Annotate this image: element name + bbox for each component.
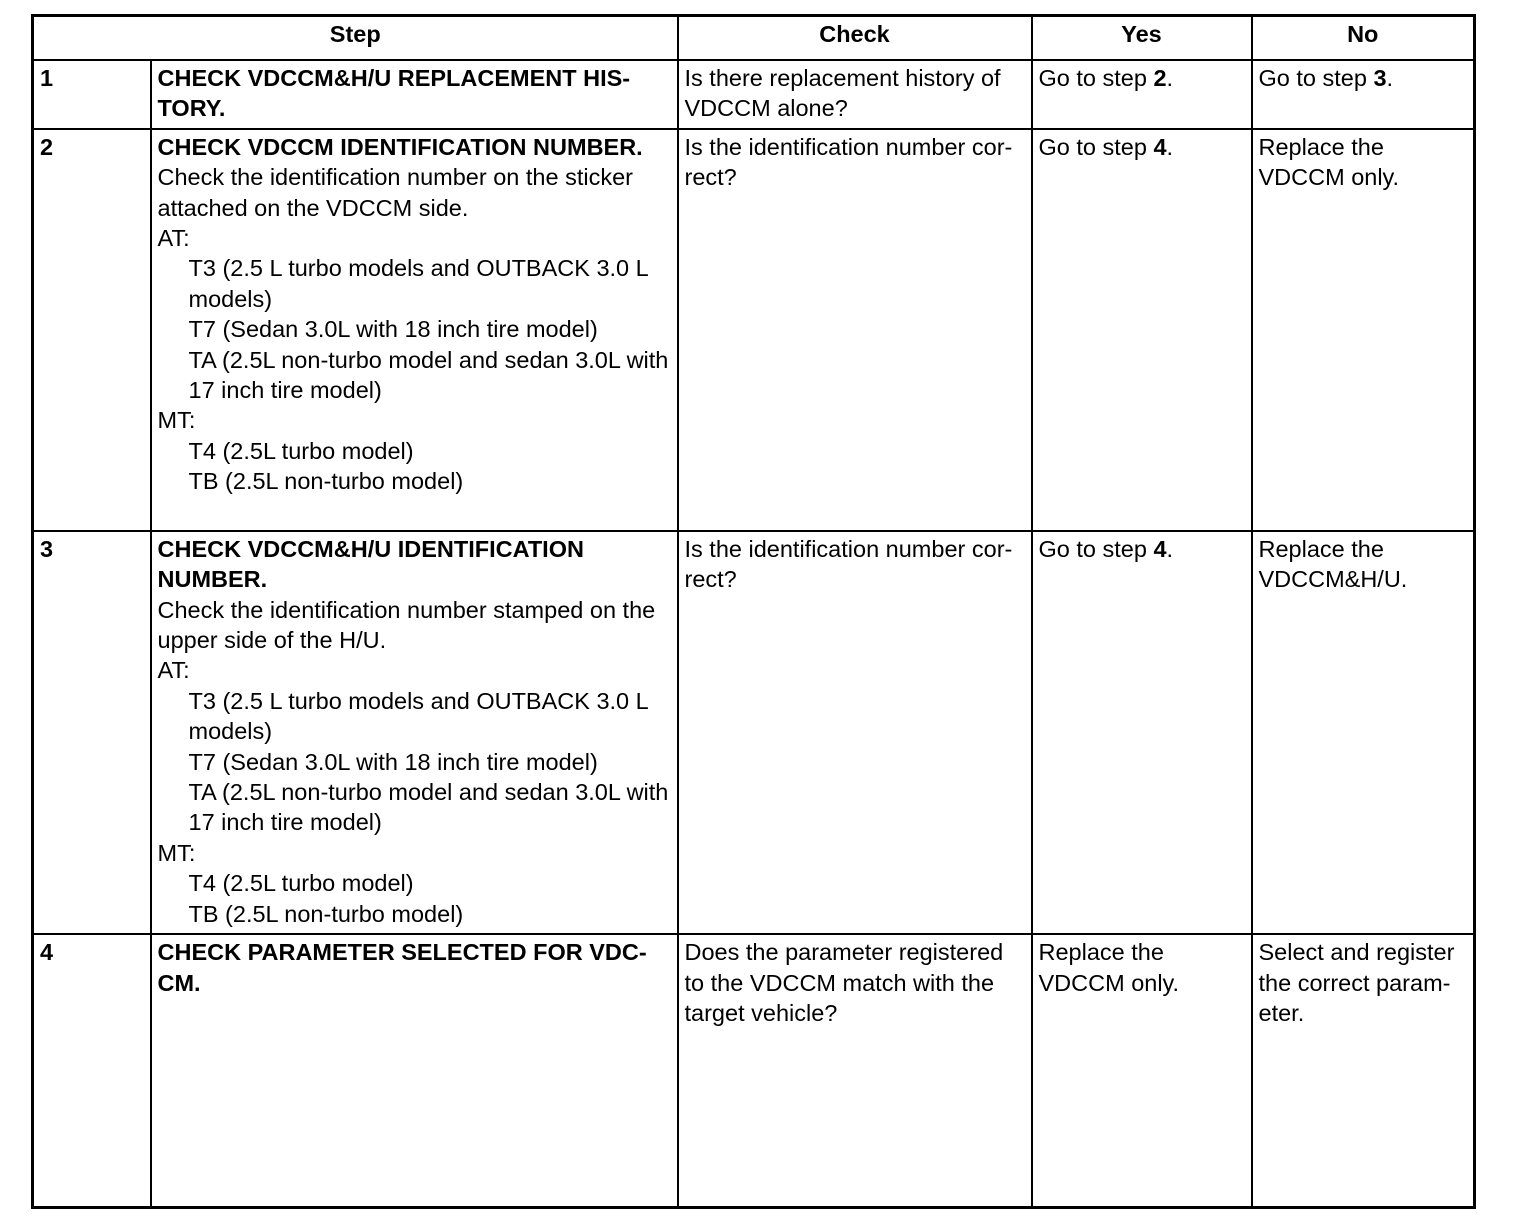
header-yes: Yes — [1032, 16, 1252, 61]
step-title: CHECK PARAMETER SELECTED FOR VDC-CM. — [157, 939, 647, 996]
step-title: CHECK VDCCM&H/U IDENTIFICATION NUMBER. — [157, 535, 584, 593]
no-cell: Select and register the correct param-eter. — [1252, 934, 1475, 1207]
yes-text: Go to step — [1038, 65, 1154, 91]
table-row — [33, 60, 1475, 129]
step-description: Check the identification number on the sticker attached on the VDCCM side. — [157, 164, 633, 221]
yes-text: Go to step — [1038, 535, 1154, 562]
step-number: 3 — [33, 531, 151, 934]
step-number: 4 — [33, 934, 151, 1207]
step-cell — [151, 531, 678, 934]
diagnostic-table — [31, 14, 1476, 1209]
at-item: TA (2.5L non-turbo model and sedan 3.0L with 17 inch tire model) — [188, 346, 669, 404]
step-number: 2 — [33, 129, 151, 531]
yes-suffix: . — [1166, 535, 1174, 562]
yes-cell — [1032, 60, 1252, 129]
at-label: AT: — [157, 225, 190, 252]
step-description: Check the identification number stamped on the upper side of the H/U. — [157, 596, 656, 654]
at-item: T3 (2.5 L turbo models and OUTBACK 3.0 L models) — [188, 255, 648, 312]
no-cell — [1252, 60, 1475, 129]
mt-label: MT: — [157, 407, 196, 434]
at-label: AT: — [157, 657, 190, 684]
no-text: Go to step — [1258, 65, 1374, 91]
at-item: T7 (Sedan 3.0L with 18 inch tire model) — [188, 748, 598, 775]
yes-step-number: 2 — [1153, 65, 1167, 91]
mt-item: T4 (2.5L turbo model) — [188, 870, 414, 897]
at-item: T3 (2.5 L turbo models and OUTBACK 3.0 L models) — [188, 687, 648, 745]
no-step-number: 3 — [1373, 65, 1387, 91]
step-cell — [151, 60, 678, 129]
mt-item: TB (2.5L non-turbo model) — [188, 900, 464, 927]
header-row — [33, 16, 1475, 61]
check-cell: Does the parameter registered to the VDCCM match with the target vehicle? — [678, 934, 1032, 1207]
no-suffix: . — [1386, 65, 1394, 91]
step-title: CHECK VDCCM&H/U REPLACEMENT HIS-TORY. — [157, 65, 631, 122]
mt-item: T4 (2.5L turbo model) — [188, 437, 414, 464]
mt-label: MT: — [157, 839, 196, 866]
step-title: CHECK VDCCM IDENTIFICATION NUMBER. — [157, 133, 643, 160]
check-cell: Is the identification number cor-rect? — [678, 129, 1032, 531]
header-step: Step — [33, 16, 678, 61]
header-no: No — [1252, 16, 1475, 61]
table-row — [33, 129, 1475, 531]
yes-suffix: . — [1166, 133, 1174, 160]
yes-suffix: . — [1166, 65, 1174, 91]
check-cell: Is the identification number cor-rect? — [678, 531, 1032, 934]
yes-cell: Replace the VDCCM only. — [1032, 934, 1252, 1207]
no-cell: Replace the VDCCM only. — [1252, 129, 1475, 531]
yes-step-number: 4 — [1153, 535, 1167, 562]
mt-item: TB (2.5L non-turbo model) — [188, 468, 464, 495]
step-cell — [151, 934, 678, 1207]
table-row — [33, 531, 1475, 934]
check-cell: Is there replacement history of VDCCM alone? — [678, 60, 1032, 129]
yes-text: Go to step — [1038, 133, 1154, 160]
yes-cell — [1032, 129, 1252, 531]
no-cell: Replace the VDCCM&H/U. — [1252, 531, 1475, 934]
yes-cell — [1032, 531, 1252, 934]
at-item: T7 (Sedan 3.0L with 18 inch tire model) — [188, 316, 598, 343]
yes-step-number: 4 — [1153, 133, 1167, 160]
step-cell — [151, 129, 678, 531]
step-number: 1 — [33, 60, 151, 129]
header-check: Check — [678, 16, 1032, 61]
table-row — [33, 934, 1475, 1207]
at-item: TA (2.5L non-turbo model and sedan 3.0L with 17 inch tire model) — [188, 779, 669, 836]
